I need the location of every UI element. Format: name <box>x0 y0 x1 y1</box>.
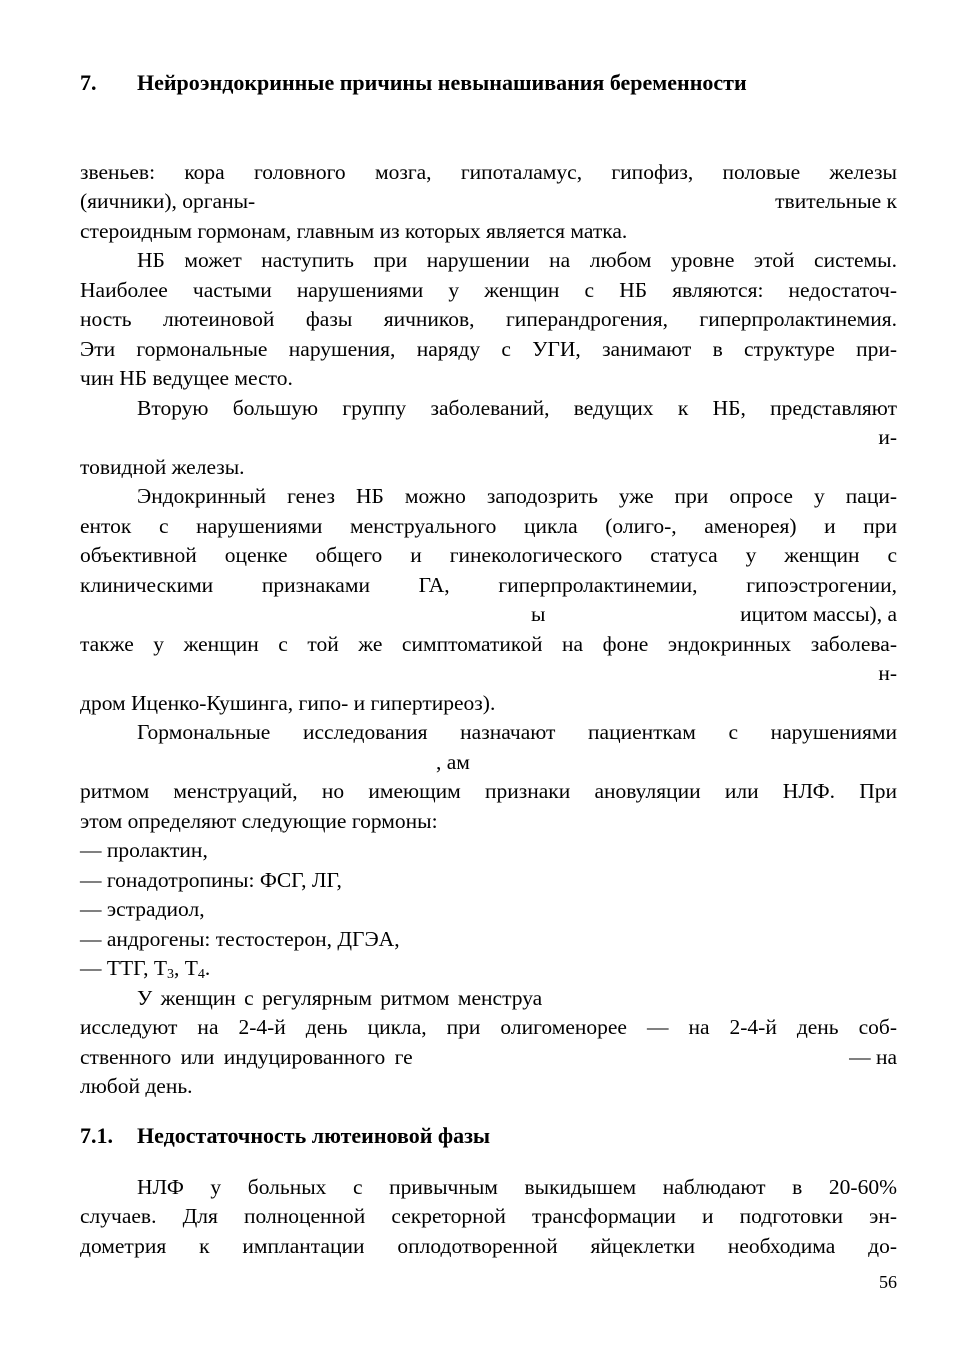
text-fragment: твительные к <box>775 189 897 213</box>
text-line <box>80 1043 897 1073</box>
text-line: исследуют на 2-4-й день цикла, при олигоменорее — на 2-4-й день соб- <box>80 1015 897 1039</box>
text-fragment: ственного или индуцированного ге <box>80 1045 413 1069</box>
text-line: дром Иценко-Кушинга, гипо- и гипертиреоз). <box>80 691 496 715</box>
subsection-heading <box>80 1123 490 1149</box>
subscript: 3 <box>167 967 175 982</box>
list-item: — эстрадиол, <box>80 897 205 921</box>
text-line <box>80 748 897 778</box>
text-line: товидной железы. <box>80 455 245 479</box>
text-fragment: ы <box>531 602 546 626</box>
text-fragment: ицитом массы), а <box>740 602 897 626</box>
text-line: Эндокринный генез НБ можно заподозрить уже при опросе у паци- <box>137 484 897 508</box>
text-fragment: , ам <box>436 750 470 774</box>
subsection-number: 7.1. <box>80 1123 113 1148</box>
section-number: 7. <box>80 70 97 95</box>
text-line: клиническими признаками ГА, гиперпролактинемии, гипоэстрогении, <box>80 573 897 597</box>
list-item: — андрогены: тестостерон, ДГЭА, <box>80 927 400 951</box>
page-number: 56 <box>879 1272 897 1292</box>
text-fragment: (яичники), органы- <box>80 189 256 213</box>
text-fragment: . <box>204 956 211 980</box>
text-line: Гормональные исследования назначают пациенткам с нарушениями <box>137 720 897 744</box>
text-line: стероидным гормонам, главным из которых является матка. <box>80 219 628 243</box>
text-line: также у женщин с той же симптоматикой на фоне эндокринных заболева- <box>80 632 897 656</box>
text-line: случаев. Для полноценной секреторной трансформации и подготовки эн- <box>80 1204 897 1228</box>
text-fragment: — на <box>849 1045 897 1069</box>
text-line: Вторую большую группу заболеваний, ведущих к НБ, представляют <box>137 396 897 420</box>
text-line: этом определяют следующие гормоны: <box>80 809 438 833</box>
text-line: любой день. <box>80 1074 193 1098</box>
text-line: У женщин с регулярным ритмом менструа <box>137 986 543 1010</box>
text-line: н- <box>878 661 897 685</box>
text-line: енток с нарушениями менструального цикла (олиго-, аменорея) и при <box>80 514 897 538</box>
text-line: ритмом менструаций, но имеющим признаки ановуляции или НЛФ. При <box>80 779 897 803</box>
list-item: — пролактин, <box>80 838 208 862</box>
section-title: Нейроэндокринные причины невынашивания беременности <box>137 70 747 95</box>
list-item: — гонадотропины: ФСГ, ЛГ, <box>80 868 342 892</box>
text-line: чин НБ ведущее место. <box>80 366 293 390</box>
text-line: и- <box>878 425 897 449</box>
text-line <box>80 600 897 630</box>
list-item <box>80 954 897 984</box>
text-line: Наиболее частыми нарушениями у женщин с НБ являются: недостаточ- <box>80 278 897 302</box>
text-line: объективной оценке общего и гинекологического статуса у женщин с <box>80 543 897 567</box>
text-line <box>80 187 897 217</box>
text-line: Эти гормональные нарушения, наряду с УГИ, занимают в структуре при- <box>80 337 897 361</box>
text-line: звеньев: кора головного мозга, гипоталамус, гипофиз, половые железы <box>80 160 897 184</box>
section-heading <box>80 70 747 96</box>
text-line: НБ может наступить при нарушении на любом уровне этой системы. <box>137 248 897 272</box>
subscript: 4 <box>197 967 205 982</box>
subsection-title: Недостаточность лютеиновой фазы <box>137 1123 491 1148</box>
text-line: НЛФ у больных с привычным выкидышем наблюдают в 20-60% <box>137 1175 897 1199</box>
text-line: ность лютеиновой фазы яичников, гиперандрогения, гиперпролактинемия. <box>80 307 897 331</box>
text-line: дометрия к имплантации оплодотворенной яйцеклетки необходима до- <box>80 1234 897 1258</box>
text-fragment: , Т <box>174 956 198 980</box>
text-fragment: — ТТГ, Т <box>80 956 168 980</box>
